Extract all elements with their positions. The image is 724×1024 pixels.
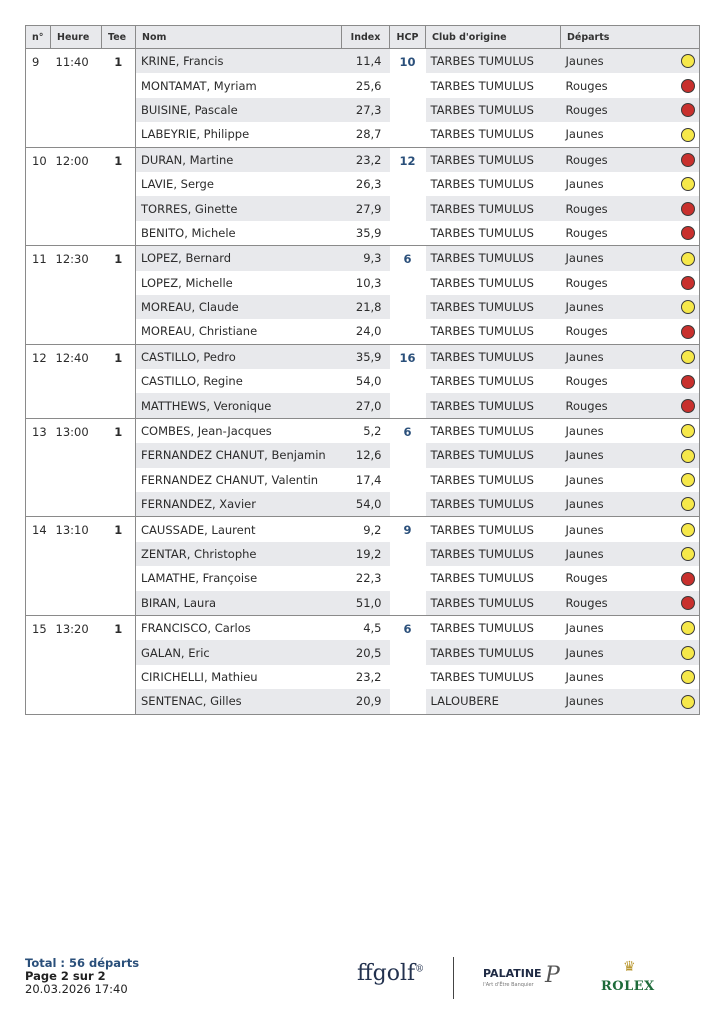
yellow-tee-icon bbox=[681, 449, 695, 463]
player-depart: Jaunes bbox=[561, 615, 671, 640]
player-index: 20,5 bbox=[342, 640, 390, 664]
depart-marker-cell bbox=[671, 517, 700, 542]
ffgolf-mark-icon: ® bbox=[415, 964, 425, 975]
player-club: TARBES TUMULUS bbox=[430, 225, 534, 240]
table-row bbox=[26, 344, 700, 369]
tee-time: 13:10 bbox=[51, 517, 102, 616]
player-club: TARBES TUMULUS bbox=[426, 393, 561, 418]
player-index: 5,2 bbox=[342, 418, 390, 443]
player-index: 22,3 bbox=[355, 571, 382, 586]
player-name: COMBES, Jean-Jacques bbox=[136, 418, 342, 443]
palatine-tagline: l'Art d'Être Banquier bbox=[483, 982, 534, 988]
player-club: TARBES TUMULUS bbox=[426, 147, 561, 172]
sponsor-logos bbox=[355, 955, 665, 1000]
player-name: GALAN, Eric bbox=[136, 640, 342, 664]
depart-marker-cell bbox=[671, 443, 700, 467]
player-name: FRANCISCO, Carlos bbox=[136, 615, 342, 640]
player-club: TARBES TUMULUS bbox=[430, 324, 534, 339]
player-index: 12,6 bbox=[342, 443, 390, 467]
player-club: TARBES TUMULUS bbox=[426, 246, 561, 271]
player-index: 23,2 bbox=[342, 147, 390, 172]
red-tee-icon bbox=[681, 202, 695, 216]
depart-marker-cell bbox=[671, 393, 700, 418]
print-date: 20.03.2026 17:40 bbox=[25, 982, 128, 996]
yellow-tee-icon bbox=[681, 252, 695, 266]
player-index: 54,0 bbox=[342, 492, 390, 517]
red-tee-icon bbox=[681, 276, 695, 290]
player-name: LOPEZ, Bernard bbox=[136, 246, 342, 271]
player-club: TARBES TUMULUS bbox=[426, 295, 561, 319]
player-name: KRINE, Francis bbox=[136, 49, 342, 74]
player-name: LAVIE, Serge bbox=[141, 177, 214, 192]
player-name: BIRAN, Laura bbox=[136, 591, 342, 616]
player-depart: Jaunes bbox=[565, 669, 604, 684]
tee-number: 1 bbox=[102, 418, 136, 517]
yellow-tee-icon bbox=[681, 695, 695, 709]
page-number: Page 2 sur 2 bbox=[25, 969, 106, 983]
player-depart: Rouges bbox=[561, 591, 671, 616]
player-index: 19,2 bbox=[342, 542, 390, 566]
group-hcp: 12 bbox=[390, 147, 426, 246]
player-index: 23,2 bbox=[355, 669, 382, 684]
player-club: TARBES TUMULUS bbox=[426, 98, 561, 122]
depart-marker-cell bbox=[671, 221, 700, 246]
player-depart: Jaunes bbox=[565, 472, 604, 487]
yellow-tee-icon bbox=[681, 523, 695, 537]
group-hcp: 10 bbox=[390, 49, 426, 148]
red-tee-icon bbox=[681, 153, 695, 167]
logo-divider bbox=[453, 957, 454, 999]
player-index: 4,5 bbox=[342, 615, 390, 640]
depart-marker-cell bbox=[671, 147, 700, 172]
player-depart: Rouges bbox=[565, 374, 608, 389]
player-club: TARBES TUMULUS bbox=[426, 443, 561, 467]
player-name: MATTHEWS, Veronique bbox=[136, 393, 342, 418]
group-hcp: 9 bbox=[390, 517, 426, 616]
player-club: TARBES TUMULUS bbox=[426, 517, 561, 542]
player-index: 51,0 bbox=[342, 591, 390, 616]
group-number: 15 bbox=[26, 615, 51, 714]
depart-marker-cell bbox=[671, 122, 700, 147]
tee-time: 13:00 bbox=[51, 418, 102, 517]
table-row bbox=[26, 517, 700, 542]
start-list bbox=[25, 25, 699, 715]
player-index: 9,3 bbox=[342, 246, 390, 271]
total-departs: Total : 56 départs bbox=[25, 956, 140, 970]
yellow-tee-icon bbox=[681, 646, 695, 660]
player-depart: Jaunes bbox=[561, 295, 671, 319]
player-name: LOPEZ, Michelle bbox=[141, 275, 233, 290]
player-club: TARBES TUMULUS bbox=[430, 571, 534, 586]
group-number: 11 bbox=[26, 246, 51, 345]
player-club: TARBES TUMULUS bbox=[426, 196, 561, 220]
header-heure: Heure bbox=[51, 26, 102, 49]
player-depart: Rouges bbox=[561, 98, 671, 122]
header-club: Club d'origine bbox=[426, 26, 561, 49]
player-index: 9,2 bbox=[342, 517, 390, 542]
depart-marker-cell bbox=[671, 98, 700, 122]
depart-marker-cell bbox=[671, 640, 700, 664]
table-row bbox=[26, 147, 700, 172]
table-row bbox=[26, 246, 700, 271]
group-number: 10 bbox=[26, 147, 51, 246]
player-name: MONTAMAT, Myriam bbox=[141, 78, 257, 93]
player-club: TARBES TUMULUS bbox=[430, 127, 534, 142]
player-depart: Rouges bbox=[565, 571, 608, 586]
rolex-logo: ROLEX bbox=[601, 979, 655, 994]
palatine-horse-icon: P bbox=[545, 963, 560, 988]
depart-marker-cell bbox=[671, 73, 700, 97]
player-depart: Jaunes bbox=[561, 492, 671, 517]
player-index: 35,9 bbox=[355, 225, 382, 240]
player-name: ZENTAR, Christophe bbox=[136, 542, 342, 566]
yellow-tee-icon bbox=[681, 128, 695, 142]
player-club: TARBES TUMULUS bbox=[426, 49, 561, 74]
header-departs: Départs bbox=[561, 26, 700, 49]
player-name: FERNANDEZ, Xavier bbox=[136, 492, 342, 517]
player-index: 24,0 bbox=[355, 324, 382, 339]
player-club: TARBES TUMULUS bbox=[430, 275, 534, 290]
table-row bbox=[26, 49, 700, 74]
yellow-tee-icon bbox=[681, 473, 695, 487]
tee-time: 12:00 bbox=[51, 147, 102, 246]
player-club: TARBES TUMULUS bbox=[430, 669, 534, 684]
tee-number: 1 bbox=[102, 344, 136, 418]
player-name: FERNANDEZ CHANUT, Benjamin bbox=[136, 443, 342, 467]
red-tee-icon bbox=[681, 79, 695, 93]
red-tee-icon bbox=[681, 375, 695, 389]
group-number: 14 bbox=[26, 517, 51, 616]
group-hcp: 6 bbox=[390, 615, 426, 714]
player-club: TARBES TUMULUS bbox=[426, 492, 561, 517]
table-row bbox=[26, 418, 700, 443]
player-club: TARBES TUMULUS bbox=[426, 640, 561, 664]
player-depart: Jaunes bbox=[561, 443, 671, 467]
depart-marker-cell bbox=[671, 665, 700, 689]
yellow-tee-icon bbox=[681, 424, 695, 438]
player-name: SENTENAC, Gilles bbox=[136, 689, 342, 714]
tee-time: 12:40 bbox=[51, 344, 102, 418]
player-club: TARBES TUMULUS bbox=[430, 374, 534, 389]
palatine-logo: PALATINE bbox=[483, 967, 542, 980]
header-tee: Tee bbox=[102, 26, 136, 49]
group-number: 13 bbox=[26, 418, 51, 517]
yellow-tee-icon bbox=[681, 621, 695, 635]
header-hcp: HCP bbox=[390, 26, 426, 49]
player-index: 54,0 bbox=[355, 374, 382, 389]
depart-marker-cell bbox=[671, 196, 700, 220]
group-hcp: 6 bbox=[390, 246, 426, 345]
player-name: FERNANDEZ CHANUT, Valentin bbox=[141, 472, 319, 487]
group-number: 12 bbox=[26, 344, 51, 418]
player-name: BUISINE, Pascale bbox=[136, 98, 342, 122]
player-name: MOREAU, Claude bbox=[136, 295, 342, 319]
red-tee-icon bbox=[681, 596, 695, 610]
group-hcp: 16 bbox=[390, 344, 426, 418]
player-depart: Rouges bbox=[561, 393, 671, 418]
depart-marker-cell bbox=[671, 492, 700, 517]
player-index: 17,4 bbox=[355, 472, 382, 487]
player-depart: Rouges bbox=[565, 78, 608, 93]
red-tee-icon bbox=[681, 572, 695, 586]
yellow-tee-icon bbox=[681, 670, 695, 684]
player-club: TARBES TUMULUS bbox=[426, 591, 561, 616]
player-index: 20,9 bbox=[342, 689, 390, 714]
table-header-row bbox=[26, 26, 700, 49]
tee-times-table bbox=[25, 25, 700, 715]
player-club: TARBES TUMULUS bbox=[430, 78, 534, 93]
player-club: TARBES TUMULUS bbox=[426, 615, 561, 640]
player-name: CAUSSADE, Laurent bbox=[136, 517, 342, 542]
player-index: 10,3 bbox=[355, 275, 382, 290]
tee-time: 12:30 bbox=[51, 246, 102, 345]
player-index: 27,9 bbox=[342, 196, 390, 220]
tee-time: 11:40 bbox=[51, 49, 102, 148]
player-name: BENITO, Michele bbox=[141, 225, 236, 240]
player-name: CIRICHELLI, Mathieu bbox=[141, 669, 258, 684]
player-index: 26,3 bbox=[355, 177, 382, 192]
player-index: 27,0 bbox=[342, 393, 390, 418]
player-depart: Jaunes bbox=[561, 640, 671, 664]
depart-marker-cell bbox=[671, 591, 700, 616]
ffgolf-text: ffgolf bbox=[357, 961, 416, 986]
player-name: LABEYRIE, Philippe bbox=[141, 127, 250, 142]
player-depart: Jaunes bbox=[561, 246, 671, 271]
footer-summary bbox=[25, 957, 139, 996]
table-body bbox=[26, 49, 700, 715]
player-club: TARBES TUMULUS bbox=[430, 472, 534, 487]
depart-marker-cell bbox=[671, 615, 700, 640]
ffgolf-logo bbox=[357, 961, 424, 986]
player-depart: Jaunes bbox=[561, 517, 671, 542]
player-club: TARBES TUMULUS bbox=[426, 418, 561, 443]
player-depart: Rouges bbox=[565, 324, 608, 339]
red-tee-icon bbox=[681, 226, 695, 240]
player-name: MOREAU, Christiane bbox=[141, 324, 258, 339]
depart-marker-cell bbox=[671, 246, 700, 271]
tee-number: 1 bbox=[102, 49, 136, 148]
depart-marker-cell bbox=[671, 271, 700, 295]
yellow-tee-icon bbox=[681, 54, 695, 68]
table-row bbox=[26, 615, 700, 640]
player-depart: Rouges bbox=[561, 196, 671, 220]
player-depart: Jaunes bbox=[561, 344, 671, 369]
player-depart: Jaunes bbox=[565, 127, 604, 142]
tee-number: 1 bbox=[102, 246, 136, 345]
depart-marker-cell bbox=[671, 566, 700, 590]
header-index: Index bbox=[342, 26, 390, 49]
player-index: 21,8 bbox=[342, 295, 390, 319]
player-name: TORRES, Ginette bbox=[136, 196, 342, 220]
depart-marker-cell bbox=[671, 689, 700, 714]
player-depart: Jaunes bbox=[561, 542, 671, 566]
yellow-tee-icon bbox=[681, 547, 695, 561]
yellow-tee-icon bbox=[681, 177, 695, 191]
player-depart: Jaunes bbox=[561, 418, 671, 443]
red-tee-icon bbox=[681, 103, 695, 117]
player-depart: Jaunes bbox=[561, 49, 671, 74]
yellow-tee-icon bbox=[681, 350, 695, 364]
group-number: 9 bbox=[26, 49, 51, 148]
player-depart: Rouges bbox=[565, 275, 608, 290]
header-nom: Nom bbox=[136, 26, 342, 49]
player-depart: Jaunes bbox=[565, 177, 604, 192]
group-hcp: 6 bbox=[390, 418, 426, 517]
player-club: TARBES TUMULUS bbox=[430, 177, 534, 192]
rolex-crown-icon: ♛ bbox=[623, 959, 636, 975]
player-depart: Jaunes bbox=[561, 689, 671, 714]
player-index: 11,4 bbox=[342, 49, 390, 74]
depart-marker-cell bbox=[671, 49, 700, 74]
tee-time: 13:20 bbox=[51, 615, 102, 714]
depart-marker-cell bbox=[671, 319, 700, 344]
player-club: TARBES TUMULUS bbox=[426, 542, 561, 566]
tee-number: 1 bbox=[102, 517, 136, 616]
tee-number: 1 bbox=[102, 615, 136, 714]
player-index: 25,6 bbox=[355, 78, 382, 93]
depart-marker-cell bbox=[671, 172, 700, 196]
depart-marker-cell bbox=[671, 295, 700, 319]
depart-marker-cell bbox=[671, 369, 700, 393]
player-club: TARBES TUMULUS bbox=[426, 344, 561, 369]
depart-marker-cell bbox=[671, 344, 700, 369]
player-name: LAMATHE, Françoise bbox=[141, 571, 258, 586]
player-depart: Rouges bbox=[561, 147, 671, 172]
depart-marker-cell bbox=[671, 542, 700, 566]
depart-marker-cell bbox=[671, 468, 700, 492]
tee-number: 1 bbox=[102, 147, 136, 246]
player-name: CASTILLO, Pedro bbox=[136, 344, 342, 369]
player-name: CASTILLO, Regine bbox=[141, 374, 243, 389]
yellow-tee-icon bbox=[681, 300, 695, 314]
player-name: DURAN, Martine bbox=[136, 147, 342, 172]
depart-marker-cell bbox=[671, 418, 700, 443]
header-num: n° bbox=[26, 26, 51, 49]
player-club: LALOUBERE bbox=[426, 689, 561, 714]
red-tee-icon bbox=[681, 399, 695, 413]
player-index: 28,7 bbox=[355, 127, 382, 142]
player-index: 35,9 bbox=[342, 344, 390, 369]
yellow-tee-icon bbox=[681, 497, 695, 511]
player-depart: Rouges bbox=[565, 225, 608, 240]
player-index: 27,3 bbox=[342, 98, 390, 122]
red-tee-icon bbox=[681, 325, 695, 339]
